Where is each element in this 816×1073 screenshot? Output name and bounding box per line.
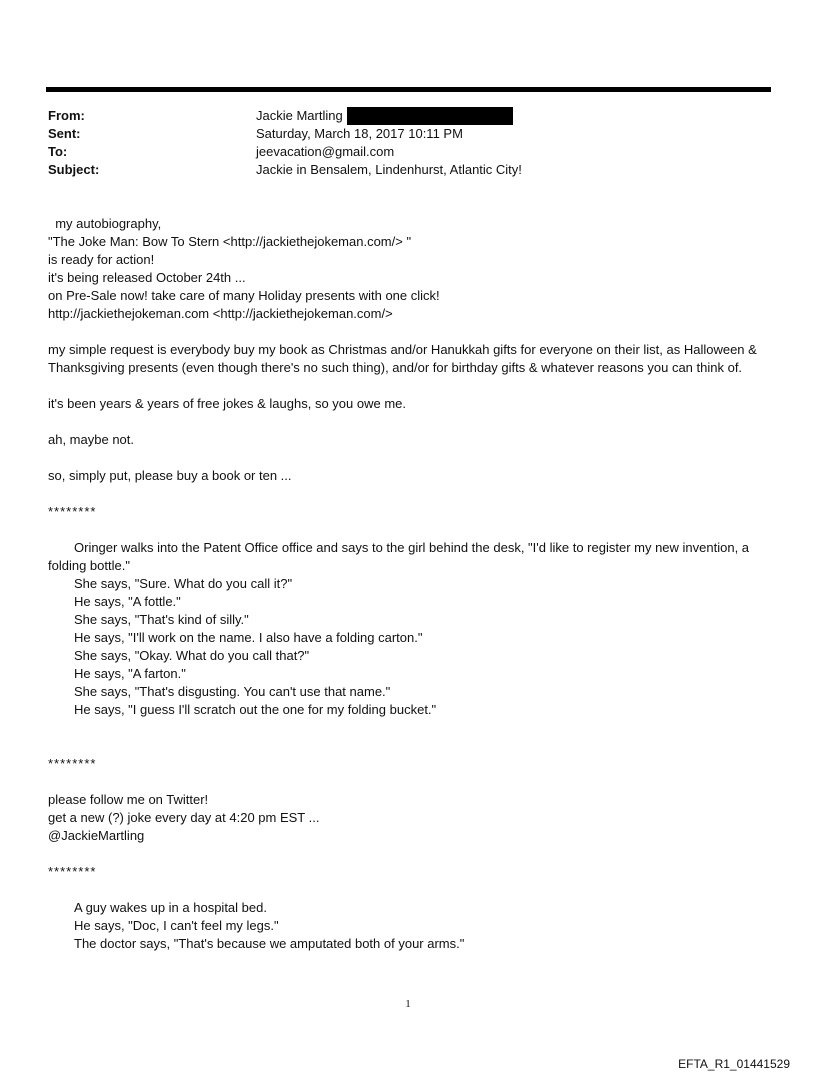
intro-line: http://jackiethejokeman.com <http://jackiethejokeman.com/> — [48, 306, 393, 321]
page-number: 1 — [405, 998, 411, 1010]
from-value: Jackie Martling — [256, 108, 343, 123]
sent-value: Saturday, March 18, 2017 10:11 PM — [256, 126, 463, 141]
joke1-line: He says, "I'll work on the name. I also have a folding carton." — [74, 630, 423, 645]
joke1-line: He says, "I guess I'll scratch out the one for my folding bucket." — [74, 702, 437, 717]
separator: ******** — [48, 864, 97, 879]
to-label: To: — [48, 144, 68, 159]
from-label: From: — [48, 108, 85, 123]
joke1-line: She says, "Okay. What do you call that?" — [74, 648, 310, 663]
twitter-line: get a new (?) joke every day at 4:20 pm EST ... — [48, 810, 320, 825]
twitter-line: please follow me on Twitter! — [48, 792, 209, 807]
buy-line: so, simply put, please buy a book or ten ... — [48, 468, 292, 483]
joke1-line: She says, "That's kind of silly." — [74, 612, 249, 627]
subject-value: Jackie in Bensalem, Lindenhurst, Atlantic City! — [256, 162, 522, 177]
intro-line: my autobiography, — [48, 216, 162, 231]
subject-row — [48, 161, 768, 179]
sent-row — [48, 125, 768, 143]
joke2-line: He says, "Doc, I can't feel my legs." — [74, 918, 279, 933]
subject-label: Subject: — [48, 162, 100, 177]
maybe-line: ah, maybe not. — [48, 432, 134, 447]
from-row — [48, 107, 768, 125]
intro-line: on Pre-Sale now! take care of many Holiday presents with one click! — [48, 288, 440, 303]
twitter-handle: @JackieMartling — [48, 828, 145, 843]
email-body — [48, 215, 768, 953]
joke1-line: He says, "A fottle." — [74, 594, 181, 609]
header-rule — [46, 87, 771, 92]
intro-line: is ready for action! — [48, 252, 155, 267]
to-value: jeevacation@gmail.com — [256, 144, 395, 159]
email-header — [48, 107, 768, 179]
joke1-line: She says, "That's disgusting. You can't use that name." — [74, 684, 391, 699]
joke1-line: She says, "Sure. What do you call it?" — [74, 576, 293, 591]
to-row — [48, 143, 768, 161]
joke1-line: He says, "A farton." — [74, 666, 186, 681]
joke2-line: The doctor says, "That's because we amputated both of your arms." — [74, 936, 465, 951]
separator: ******** — [48, 504, 97, 519]
document-id: EFTA_R1_01441529 — [678, 1057, 790, 1071]
intro-line: it's being released October 24th ... — [48, 270, 246, 285]
intro-line: "The Joke Man: Bow To Stern <http://jackiethejokeman.com/> " — [48, 234, 412, 249]
owe-line: it's been years & years of free jokes & laughs, so you owe me. — [48, 396, 406, 411]
joke1-opening: Oringer walks into the Patent Office office and says to the girl behind the desk, "I'd like to register my new invention, a folding bottle." — [48, 540, 750, 573]
joke2-line: A guy wakes up in a hospital bed. — [74, 900, 267, 915]
sent-label: Sent: — [48, 126, 81, 141]
request-paragraph: my simple request is everybody buy my book as Christmas and/or Hanukkah gifts for everyone on their list, as Halloween & Thanksgiving presents (even though there's no such thing), and/or for birthday gifts & whatever reasons you can think of. — [48, 342, 757, 375]
redaction-bar — [347, 107, 513, 125]
separator: ******** — [48, 756, 97, 771]
